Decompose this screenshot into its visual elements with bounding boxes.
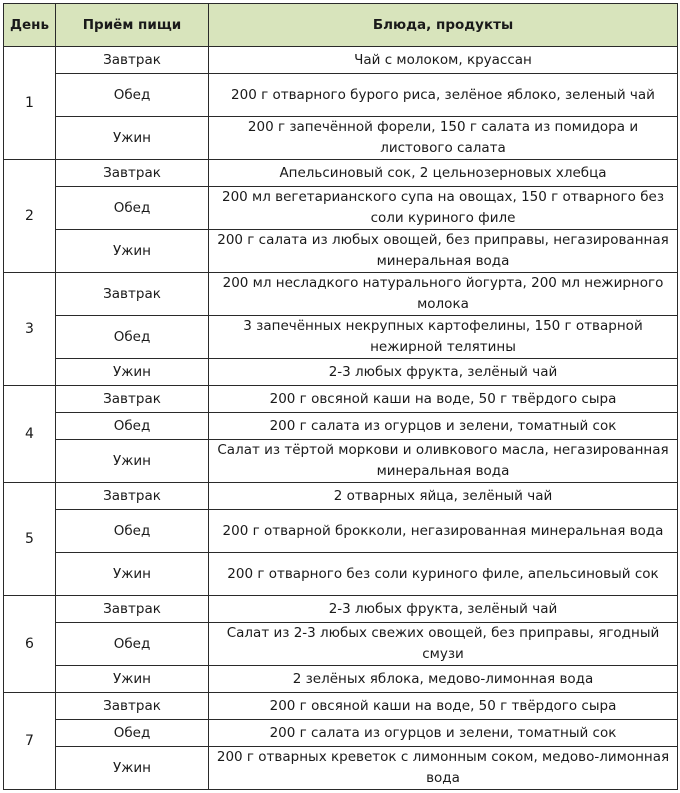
meal-name: Ужин — [56, 117, 209, 160]
header-day: День — [4, 4, 56, 47]
meal-food: 2 отварных яйца, зелёный чай — [209, 483, 678, 510]
meal-name: Ужин — [56, 440, 209, 483]
table-row — [4, 720, 678, 747]
meal-food: Салат из 2-3 любых свежих овощей, без приправы, ягодный смузи — [209, 623, 678, 666]
meal-food: 200 г отварной брокколи, негазированная минеральная вода — [209, 510, 678, 553]
meal-food: 3 запечённых некрупных картофелины, 150 г отварной нежирной телятины — [209, 316, 678, 359]
meal-name: Обед — [56, 413, 209, 440]
table-row — [4, 74, 678, 117]
meal-name: Завтрак — [56, 47, 209, 74]
header-food: Блюда, продукты — [209, 4, 678, 47]
meal-name: Ужин — [56, 553, 209, 596]
meal-food: 200 г салата из огурцов и зелени, томатный сок — [209, 720, 678, 747]
meal-food: 200 г овсяной каши на воде, 50 г твёрдого сыра — [209, 693, 678, 720]
meal-name: Обед — [56, 74, 209, 117]
table-row — [4, 623, 678, 666]
table-row — [4, 359, 678, 386]
day-number: 2 — [4, 160, 56, 273]
meal-food: 200 мл несладкого натурального йогурта, 200 мл нежирного молока — [209, 273, 678, 316]
meal-food: Апельсиновый сок, 2 цельнозерновых хлебца — [209, 160, 678, 187]
meal-name: Ужин — [56, 359, 209, 386]
meal-name: Обед — [56, 316, 209, 359]
table-row — [4, 440, 678, 483]
meal-name: Завтрак — [56, 483, 209, 510]
meal-name: Ужин — [56, 747, 209, 790]
meal-food: 200 г салата из огурцов и зелени, томатный сок — [209, 413, 678, 440]
day-number: 4 — [4, 386, 56, 483]
table-row — [4, 230, 678, 273]
meal-food: 200 г отварного без соли куриного филе, апельсиновый сок — [209, 553, 678, 596]
day-number: 1 — [4, 47, 56, 160]
table-row — [4, 273, 678, 316]
day-number: 5 — [4, 483, 56, 596]
table-row — [4, 483, 678, 510]
table-row — [4, 693, 678, 720]
table-row — [4, 117, 678, 160]
table-row — [4, 413, 678, 440]
meal-name: Завтрак — [56, 160, 209, 187]
table-row — [4, 510, 678, 553]
meal-food: 2-3 любых фрукта, зелёный чай — [209, 359, 678, 386]
meal-name: Завтрак — [56, 693, 209, 720]
meal-name: Обед — [56, 720, 209, 747]
day-number: 7 — [4, 693, 56, 790]
meal-food: Салат из тёртой моркови и оливкового масла, негазированная минеральная вода — [209, 440, 678, 483]
meal-food: 200 г отварных креветок с лимонным соком, медово-лимонная вода — [209, 747, 678, 790]
table-row — [4, 160, 678, 187]
table-row — [4, 316, 678, 359]
meal-name: Завтрак — [56, 386, 209, 413]
table-row — [4, 553, 678, 596]
table-row — [4, 747, 678, 790]
meal-name: Обед — [56, 187, 209, 230]
day-number: 3 — [4, 273, 56, 386]
header-meal: Приём пищи — [56, 4, 209, 47]
table-header-row — [4, 4, 678, 47]
meal-name: Завтрак — [56, 596, 209, 623]
meal-name: Обед — [56, 510, 209, 553]
meal-name: Ужин — [56, 230, 209, 273]
meal-food: 200 г отварного бурого риса, зелёное яблоко, зеленый чай — [209, 74, 678, 117]
meal-food: 200 г салата из любых овощей, без приправы, негазированная минеральная вода — [209, 230, 678, 273]
table-row — [4, 386, 678, 413]
diet-plan-table — [3, 3, 678, 790]
meal-name: Завтрак — [56, 273, 209, 316]
meal-name: Ужин — [56, 666, 209, 693]
meal-food: 200 мл вегетарианского супа на овощах, 150 г отварного без соли куриного филе — [209, 187, 678, 230]
table-row — [4, 666, 678, 693]
meal-food: 2-3 любых фрукта, зелёный чай — [209, 596, 678, 623]
table-row — [4, 47, 678, 74]
table-row — [4, 596, 678, 623]
meal-name: Обед — [56, 623, 209, 666]
table-row — [4, 187, 678, 230]
day-number: 6 — [4, 596, 56, 693]
meal-food: 200 г запечённой форели, 150 г салата из помидора и листового салата — [209, 117, 678, 160]
meal-food: Чай с молоком, круассан — [209, 47, 678, 74]
meal-food: 2 зелёных яблока, медово-лимонная вода — [209, 666, 678, 693]
meal-food: 200 г овсяной каши на воде, 50 г твёрдого сыра — [209, 386, 678, 413]
